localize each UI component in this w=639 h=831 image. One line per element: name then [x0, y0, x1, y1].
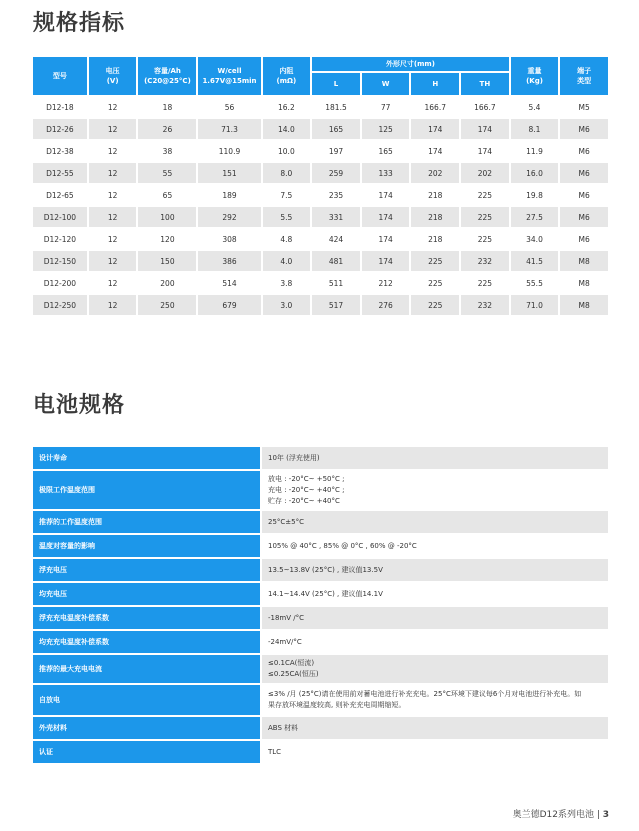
table-cell: 12: [89, 295, 137, 315]
table-cell: 181.5: [312, 97, 360, 117]
table-cell: 174: [362, 185, 410, 205]
page-number: 3: [602, 810, 609, 820]
table-cell: 225: [461, 229, 509, 249]
header-resistance: 内阻 (mΩ): [263, 57, 311, 95]
table-cell: 235: [312, 185, 360, 205]
page-footer: [513, 807, 609, 820]
table-row: [33, 251, 608, 271]
spec-value: [262, 535, 608, 557]
table-cell: 202: [411, 163, 459, 183]
table-cell: D12-65: [33, 185, 87, 205]
table-cell: M8: [560, 251, 608, 271]
table-cell: 12: [89, 185, 137, 205]
table-cell: M8: [560, 295, 608, 315]
table-cell: 218: [411, 185, 459, 205]
table-cell: M6: [560, 163, 608, 183]
table-cell: 71.0: [511, 295, 559, 315]
spec-label: 外壳材料: [33, 717, 260, 739]
table-row: [33, 185, 608, 205]
table-cell: 12: [89, 97, 137, 117]
table-cell: 16.2: [263, 97, 311, 117]
table-cell: 259: [312, 163, 360, 183]
spec-value-line: ≤0.1CA(恒流): [268, 659, 315, 667]
spec-label: 浮充电压: [33, 559, 260, 581]
spec-value-line: -24mV/°C: [268, 637, 302, 646]
table-cell: 225: [411, 251, 459, 271]
table-cell: 14.0: [263, 119, 311, 139]
spec-label: 均充电压: [33, 583, 260, 605]
spec-value-line: 14.1~14.4V (25°C) , 建议值14.1V: [268, 589, 383, 598]
spec-row: [33, 471, 608, 509]
spec-label: 推荐的工作温度范围: [33, 511, 260, 533]
table-cell: 511: [312, 273, 360, 293]
table-cell: M5: [560, 97, 608, 117]
table-cell: 166.7: [411, 97, 459, 117]
table-cell: D12-55: [33, 163, 87, 183]
table-cell: 165: [362, 141, 410, 161]
table-cell: 308: [198, 229, 260, 249]
table-cell: 34.0: [511, 229, 559, 249]
spec-label: 浮充充电温度补偿系数: [33, 607, 260, 629]
spec-row: [33, 685, 608, 715]
table-cell: 212: [362, 273, 410, 293]
table-cell: 225: [411, 295, 459, 315]
header-wcell: W/cell 1.67V@15min: [198, 57, 260, 95]
table-cell: 56: [198, 97, 260, 117]
table-cell: 77: [362, 97, 410, 117]
table-cell: M6: [560, 229, 608, 249]
page-title-battery: 电池规格: [33, 393, 126, 418]
spec-label: 自放电: [33, 685, 260, 715]
spec-row: [33, 535, 608, 557]
table-cell: 197: [312, 141, 360, 161]
table-cell: 166.7: [461, 97, 509, 117]
table-cell: D12-150: [33, 251, 87, 271]
table-cell: 4.0: [263, 251, 311, 271]
spec-label: 设计寿命: [33, 447, 260, 469]
table-cell: 41.5: [511, 251, 559, 271]
table-cell: 5.5: [263, 207, 311, 227]
table-cell: M6: [560, 207, 608, 227]
spec-label: 温度对容量的影响: [33, 535, 260, 557]
header-terminal: 端子 类型: [560, 57, 608, 95]
spec-value: [262, 685, 608, 715]
table-cell: 174: [411, 119, 459, 139]
table-cell: 165: [312, 119, 360, 139]
table-cell: 19.8: [511, 185, 559, 205]
spec-row: [33, 511, 608, 533]
table-cell: 27.5: [511, 207, 559, 227]
header-capacity: 容量/Ah (C20@25°C): [138, 57, 196, 95]
table-cell: 71.3: [198, 119, 260, 139]
table-cell: 10.0: [263, 141, 311, 161]
table-cell: 174: [362, 251, 410, 271]
spec-row: [33, 583, 608, 605]
table-cell: 200: [138, 273, 196, 293]
table-cell: 151: [198, 163, 260, 183]
spec-value-line: ABS 材料: [268, 723, 299, 732]
header-model: 型号: [33, 57, 87, 95]
table-cell: 225: [461, 273, 509, 293]
spec-value: [262, 471, 608, 509]
table-cell: 292: [198, 207, 260, 227]
table-cell: 12: [89, 273, 137, 293]
header-weight: 重量 (Kg): [511, 57, 559, 95]
table-cell: 514: [198, 273, 260, 293]
table-cell: M6: [560, 141, 608, 161]
spec-value-line: 果存放环境温度较高, 则补充充电周期缩短。: [268, 701, 406, 709]
spec-label: 认证: [33, 741, 260, 763]
table-cell: 679: [198, 295, 260, 315]
table-cell: 189: [198, 185, 260, 205]
table-cell: 16.0: [511, 163, 559, 183]
table-cell: M8: [560, 273, 608, 293]
table-cell: 3.0: [263, 295, 311, 315]
spec-label: 极限工作温度范围: [33, 471, 260, 509]
table-cell: 225: [461, 185, 509, 205]
spec-row: [33, 655, 608, 683]
table-cell: 225: [411, 273, 459, 293]
table-cell: 12: [89, 119, 137, 139]
table-cell: 65: [138, 185, 196, 205]
table-cell: 4.8: [263, 229, 311, 249]
spec-label: 均充充电温度补偿系数: [33, 631, 260, 653]
table-cell: 110.9: [198, 141, 260, 161]
table-cell: 386: [198, 251, 260, 271]
table-cell: 38: [138, 141, 196, 161]
spec-value-line: 充电 : -20°C~ +40°C ;: [268, 485, 345, 494]
page-title-specs: 规格指标: [33, 11, 126, 36]
table-cell: 100: [138, 207, 196, 227]
spec-value-line: 贮存 : -20°C~ +40°C: [268, 496, 340, 505]
table-cell: 424: [312, 229, 360, 249]
spec-value: [262, 631, 608, 653]
spec-table-body: [33, 97, 608, 315]
spec-row: [33, 631, 608, 653]
spec-value: [262, 511, 608, 533]
table-row: [33, 119, 608, 139]
spec-value: [262, 607, 608, 629]
header-voltage: 电压 (V): [89, 57, 137, 95]
spec-table: [31, 55, 610, 317]
spec-row: [33, 559, 608, 581]
table-cell: 55: [138, 163, 196, 183]
spec-value-line: TLC: [268, 747, 282, 756]
table-cell: 12: [89, 163, 137, 183]
header-dim-l: L: [312, 73, 360, 95]
table-cell: 174: [461, 141, 509, 161]
table-cell: M6: [560, 185, 608, 205]
table-cell: 232: [461, 295, 509, 315]
header-dim-h: H: [411, 73, 459, 95]
table-cell: 218: [411, 207, 459, 227]
spec-row: [33, 741, 608, 763]
spec-value: [262, 655, 608, 683]
table-row: [33, 207, 608, 227]
table-cell: 174: [461, 119, 509, 139]
table-cell: 276: [362, 295, 410, 315]
table-cell: 3.8: [263, 273, 311, 293]
spec-value: [262, 583, 608, 605]
spec-value-line: 105% @ 40°C , 85% @ 0°C , 60% @ -20°C: [268, 541, 417, 550]
table-row: [33, 141, 608, 161]
table-cell: D12-38: [33, 141, 87, 161]
table-cell: 202: [461, 163, 509, 183]
table-cell: 232: [461, 251, 509, 271]
table-cell: 225: [461, 207, 509, 227]
table-cell: 7.5: [263, 185, 311, 205]
table-row: [33, 163, 608, 183]
table-cell: 26: [138, 119, 196, 139]
table-cell: 481: [312, 251, 360, 271]
table-cell: 218: [411, 229, 459, 249]
spec-value-line: ≤3% /月 (25°C)请在使用前对蓄电池进行补充充电。25°C环境下建议每6个月对电池进行补充电。如: [268, 690, 582, 698]
header-dim-th: TH: [461, 73, 509, 95]
spec-value-line: 10年 (浮充使用): [268, 453, 320, 462]
table-cell: 12: [89, 251, 137, 271]
table-cell: 174: [362, 229, 410, 249]
table-cell: 12: [89, 229, 137, 249]
table-row: [33, 295, 608, 315]
spec-value: [262, 741, 608, 763]
table-cell: 174: [362, 207, 410, 227]
spec-label: 推荐的最大充电电流: [33, 655, 260, 683]
table-cell: 8.0: [263, 163, 311, 183]
spec-value: [262, 447, 608, 469]
spec-value: [262, 559, 608, 581]
table-cell: 12: [89, 207, 137, 227]
footer-text: 奥兰德D12系列电池 |: [512, 810, 600, 820]
table-cell: 133: [362, 163, 410, 183]
table-cell: D12-18: [33, 97, 87, 117]
spec-value-line: ≤0.25CA(恒压): [268, 670, 319, 678]
spec-row: [33, 607, 608, 629]
table-cell: 5.4: [511, 97, 559, 117]
spec-value-line: 25°C±5°C: [268, 517, 305, 526]
table-cell: 517: [312, 295, 360, 315]
table-cell: 11.9: [511, 141, 559, 161]
table-cell: D12-26: [33, 119, 87, 139]
table-cell: 18: [138, 97, 196, 117]
spec-value-line: -18mV /°C: [268, 613, 305, 622]
table-cell: 55.5: [511, 273, 559, 293]
table-cell: 250: [138, 295, 196, 315]
table-cell: 8.1: [511, 119, 559, 139]
spec-row: [33, 447, 608, 469]
spec-value-line: 13.5~13.8V (25°C) , 建议值13.5V: [268, 565, 383, 574]
table-cell: 12: [89, 141, 137, 161]
table-cell: D12-250: [33, 295, 87, 315]
table-row: [33, 273, 608, 293]
table-cell: 174: [411, 141, 459, 161]
spec-value: [262, 717, 608, 739]
table-cell: D12-100: [33, 207, 87, 227]
header-dimensions: 外形尺寸(mm): [312, 57, 509, 71]
table-cell: 120: [138, 229, 196, 249]
battery-spec-table: [31, 445, 610, 765]
spec-row: [33, 717, 608, 739]
header-dim-w: W: [362, 73, 410, 95]
table-cell: 150: [138, 251, 196, 271]
spec-value-line: 放电 : -20°C~ +50°C ;: [268, 474, 345, 483]
table-cell: 125: [362, 119, 410, 139]
table-cell: M6: [560, 119, 608, 139]
table-cell: 331: [312, 207, 360, 227]
table-cell: D12-120: [33, 229, 87, 249]
table-row: [33, 229, 608, 249]
table-cell: D12-200: [33, 273, 87, 293]
table-row: [33, 97, 608, 117]
